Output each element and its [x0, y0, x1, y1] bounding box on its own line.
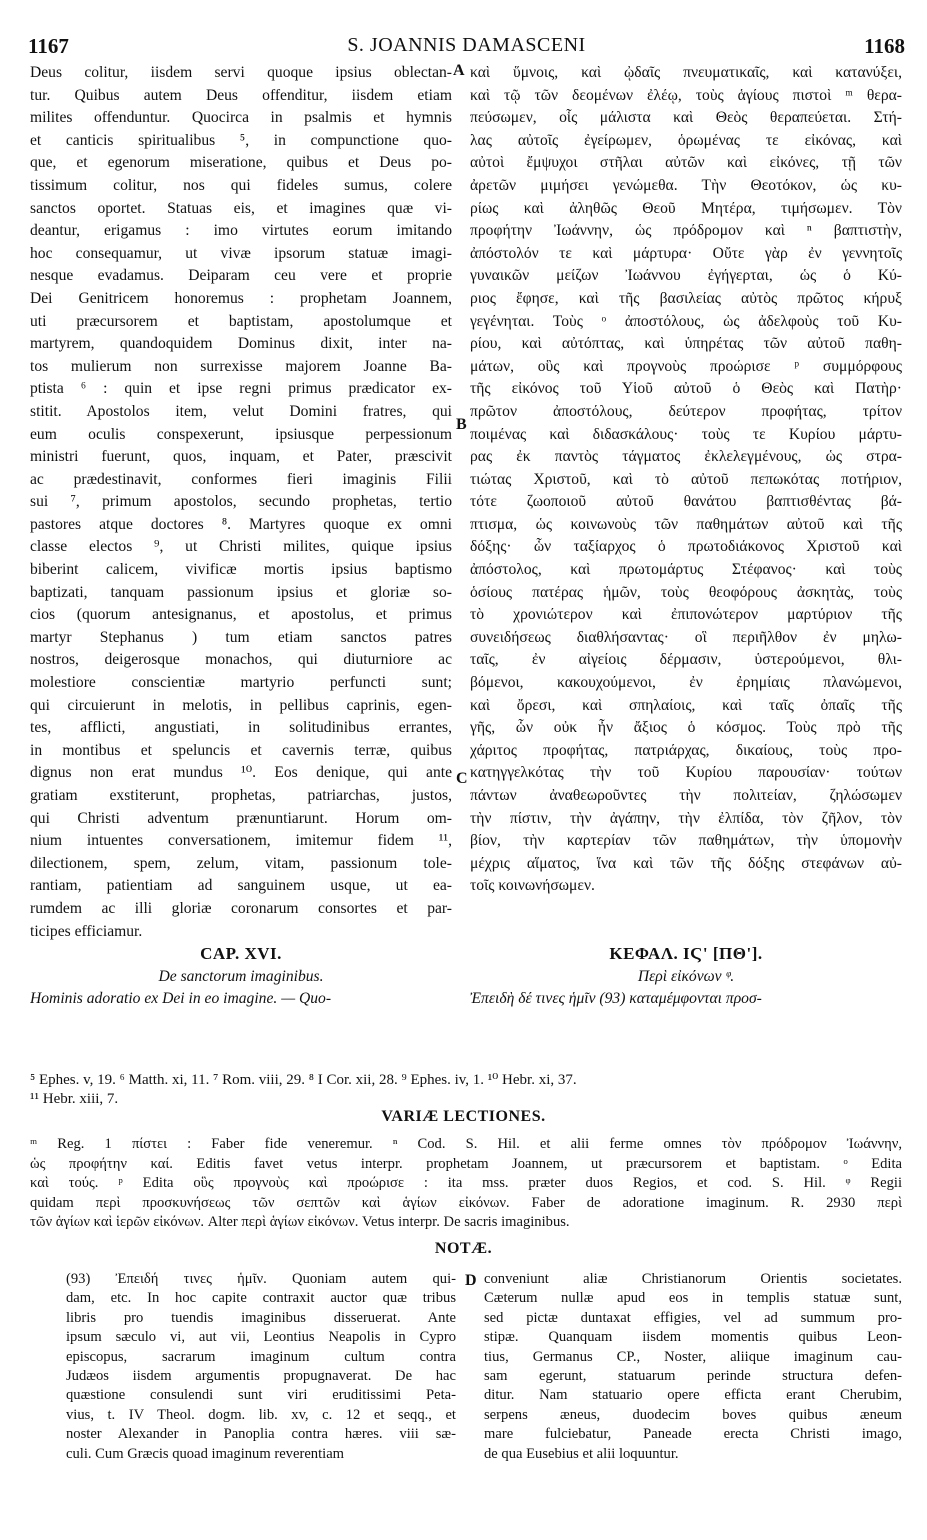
running-title: S. JOANNIS DAMASCENI	[347, 34, 586, 56]
text-line: (93) Ἐπειδή τινες ἡμῖν. Quoniam autem qui-	[66, 1271, 456, 1287]
latin-column	[30, 62, 452, 1011]
text-line: λας αὐτοῖς ἐγείρωμεν, ὁρωμένας τε εἰκόνας, καὶ	[470, 131, 902, 149]
text-line: κατηγγελκότας τὴν τοῦ Κυρίου παρουσίαν· τούτων	[470, 764, 902, 782]
text-line: ὡς προφήτην καί. Editis favet vetus interpr. prophetam Joannem, ut præcursorem et baptistam. ᵒ Edita	[30, 1155, 902, 1172]
greek-column	[470, 62, 902, 1011]
text-line: episcopus, sacrarum imaginum cultum contra	[66, 1348, 456, 1365]
text-line: μέχρις αἵματος, ἵνα καὶ τῶν τῆς δόξης στεφάνων αὐ-	[470, 854, 902, 872]
text-line: in montibus et speluncis et cavernis terræ, quibus	[30, 741, 452, 759]
text-line: ᵐ Reg. 1 πίστει : Faber fide veneremur. ⁿ Cod. S. Hil. et alii ferme omnes τὸν πρόδρομον Ἰωάννην,	[30, 1136, 902, 1152]
text-line: ρίου, καὶ αὐτόπτας, καὶ ὑπηρέτας τῶν αὐτοῦ παθη-	[470, 335, 902, 353]
text-line: βίον, τὴν καρτερίαν τῶν παθημάτων, τὴν ὑπομονὴν	[470, 832, 902, 850]
text-line: Judæos iisdem argumentis propugnaverat. De hac	[66, 1367, 456, 1384]
text-line: ρας ἐκ παντὸς τάγματος ἐκλελεγμένους, ὡς στρα-	[470, 448, 902, 466]
text-line: hoc consequamur, ut vivæ ipsorum statuæ imagi-	[30, 244, 452, 262]
text-line: gratiam exstiterunt, prophetas, patriarchas, justos,	[30, 787, 452, 804]
text-line: stipæ. Quanquam iisdem momentis quibus Leon-	[484, 1329, 902, 1346]
variae-heading: VARIÆ LECTIONES.	[381, 1108, 546, 1125]
text-line: πρῶτον ἀποστόλους, δεύτερον προφήτας, τρίτον	[470, 402, 902, 420]
section-marker-c: C	[456, 770, 468, 787]
text-line: τὴν πίστιν, τὴν ἀγάπην, τὴν ἐλπίδα, τὸν ζῆλον, τὸν	[470, 809, 902, 827]
spacer	[470, 898, 902, 921]
text-line: classe electos ⁹, ut Christi milites, quique ipsius	[30, 538, 452, 556]
text-line: τοῖς κοινωνήσωμεν.	[470, 877, 595, 895]
text-line: τιώτας Χριστοῦ, καὶ τὸ αὐτοῦ πεπωκότας ποτήριον,	[470, 470, 902, 488]
text-line: tur. Quibus autem Deus offenditur, iisdem etiam	[30, 86, 452, 104]
text-line: cios (quorum antesignanus, et apostolus, et primus	[30, 606, 452, 624]
text-line: ἀπόστολος, καὶ πρωτομάρτυς Στέφανος· καὶ τοὺς	[470, 561, 902, 579]
text-line: milites offenduntur. Quocirca in psalmis et hymnis	[30, 109, 452, 127]
notae-left-column	[66, 1270, 456, 1464]
footnote-line: ⁵ Ephes. v, 19. ⁶ Matth. xi, 11. ⁷ Rom. viii, 29. ⁸ I Cor. xii, 28. ⁹ Ephes. iv, 1. ¹⁰ Hebr. xi, 37.	[30, 1072, 577, 1088]
text-line: ptista ⁶ : quin et ipse regni primus prædicator ex-	[30, 380, 452, 398]
text-line: dam, etc. In hoc capite contraxit auctor quæ tribus	[66, 1290, 456, 1307]
text-line: Cæterum nullæ apud eos in templis statuæ sunt,	[484, 1290, 902, 1307]
text-line: χάριτος προφήτας, πατριάρχας, δικαίους, τοὺς προ-	[470, 741, 902, 759]
text-line: martyrem, quandoquidem Dominus dixit, inter na-	[30, 335, 452, 353]
text-line: καὶ ὄρεσι, καὶ σπηλαίοις, καὶ ταῖς ὀπαῖς τῆς	[470, 696, 902, 714]
text-line: καὶ τούς. ᵖ Edita οὓς προγνοὺς καὶ προώρισε : ita mss. præter duos Regios, et cod. S. Hil. ᵠ Regii	[30, 1175, 902, 1192]
text-line: προφήτην Ἰωάννην, ὡς πρόδρομον καὶ ⁿ βαπτιστὴν,	[470, 222, 902, 240]
text-line: nesque evadamus. Deiparam ceu vere et proprie	[30, 267, 452, 285]
text-line: dilectionem, spem, zelum, vitam, passionum tole-	[30, 854, 452, 872]
text-line: eum oculis conspexerunt, ipsiusque perpessionum	[30, 425, 452, 443]
text-line: Dei Genitricem honoremus : prophetam Joannem,	[30, 289, 452, 307]
text-line: rumdem ac illi gloriæ coronarum consortes et par-	[30, 899, 452, 917]
text-line: uti præcursorem et baptistam, apostolumque et	[30, 312, 452, 330]
text-line: αὐτοὶ ἔμψυχοι στῆλαι αὐτῶν καὶ εἰκόνες, τῇ τῶν	[470, 154, 902, 172]
notae-heading: NOTÆ.	[434, 1240, 493, 1257]
text-line: sed pictæ duntaxat effigies, vel ad summum pro-	[484, 1309, 902, 1326]
text-line: mare fulciebatur, Paneade erecta Christi imago,	[484, 1426, 902, 1443]
text-line: culi. Cum Græcis quoad imaginum reverentiam	[66, 1445, 345, 1462]
text-line: sui ⁷, primum apostolos, secundo prophetas, tertio	[30, 493, 452, 511]
left-page-number: 1167	[28, 34, 69, 58]
text-line: τότε ζωοποιοῦ αὐτοῦ θανάτου βαπτισθέντας βά-	[470, 493, 902, 511]
text-line: πτισμα, ὡς κοινωνοὺς τῶν παθημάτων αὐτοῦ καὶ τῆς	[470, 515, 902, 533]
text-line: καὶ ὕμνοις, καὶ ᾠδαῖς πνευματικαῖς, καὶ κατανύξει,	[470, 64, 902, 81]
footnotes	[30, 1071, 902, 1109]
text-line: γεγένηται. Τοὺς ᵒ ἀποστόλους, ὡς ἀδελφοὺς τοῦ Κυ-	[470, 312, 902, 330]
text-line: dignus non erat mundus ¹⁰. Eos denique, qui ante	[30, 764, 452, 782]
text-line: ditur. Nam statuario opere efficta erant Cherubim,	[484, 1387, 902, 1404]
text-line: quidam περὶ προσκυνήσεως τῶν σεπτῶν καὶ ἁγίων εἰκόνων. Faber de adoratione imaginum. R. 2930 περὶ	[30, 1194, 902, 1211]
text-line: nostros, deigerosque monachos, qui diuturniore ac	[30, 651, 452, 669]
text-line: baptizati, tanquam passionum ipsius et gloriæ so-	[30, 583, 452, 601]
text-line: βόμενοι, κακουχούμενοι, ἐν ἐρημίαις πλανώμενοι,	[470, 674, 902, 692]
text-line: tius, Germanus CP., Noster, aliique imaginum cau-	[484, 1348, 902, 1365]
chapter-subtitle: De sanctorum imaginibus.	[158, 967, 324, 985]
chapter-title: ΚΕΦΑΛ. ΙϚ' [ΠΘ'].	[609, 944, 763, 964]
text-line: de qua Eusebius et alii loquuntur.	[484, 1445, 679, 1462]
text-line: stitit. Apostolos item, velut Domini fratres, qui	[30, 402, 452, 420]
chapter-title: CAP. XVI.	[200, 944, 282, 964]
text-line: que, et egenorum miseratione, quibus et Deus po-	[30, 154, 452, 172]
text-line: qui Christi adventum prænuntiarunt. Horum om-	[30, 809, 452, 827]
text-line: τὸ χρονιώτερον καὶ ἐπιπονώτερον μαρτύριον τῆς	[470, 606, 902, 624]
text-line: πάντων ἀναθεωροῦντες τὴν πολιτείαν, ζηλώσωμεν	[470, 787, 902, 804]
notae-right-column	[484, 1270, 902, 1464]
text-line: γῆς, ὧν οὐκ ἦν ἄξιος ὁ κόσμος. Τοὺς πρὸ τῆς	[470, 719, 902, 737]
text-line: πεύσωμεν, οἷς μάλιστα καὶ Θεὸς θεραπεύεται. Στή-	[470, 109, 902, 127]
text-line: pastores atque doctores ⁸. Martyres quoque ex omni	[30, 515, 452, 533]
text-line: Deus colitur, iisdem servi quoque ipsius oblectan-	[30, 64, 452, 81]
variae-lectiones	[30, 1135, 902, 1233]
text-line: ποιμένας καὶ διδασκάλους· τοὺς τε Κυρίου μάρτυ-	[470, 425, 902, 443]
text-line: tes, afflicti, angustiati, in solitudinibus errantes,	[30, 719, 452, 737]
text-line: martyr Stephanus ) tum etiam sanctos patres	[30, 628, 452, 646]
text-line: ticipes efficiamur.	[30, 922, 143, 940]
text-line: ipsum sæculo vi, aut vii, Leontius Neapolis in Cypro	[66, 1329, 456, 1346]
text-line: qui circuierunt in melotis, in pellibus caprinis, egen-	[30, 696, 452, 714]
text-line: libris pro tuendis imaginibus disseruerat. Ante	[66, 1309, 456, 1326]
text-line: conveniunt aliæ Christianorum Orientis societates.	[484, 1271, 902, 1287]
text-line: μάτων, οὓς καὶ προγνοὺς προώρισε ᵖ συμμόρφους	[470, 357, 902, 375]
text-line: rantiam, patientiam ad sanguinem usque, ut ea-	[30, 877, 452, 895]
text-line: ριος ἔφησε, καὶ τῆς βασιλείας αὐτὸς πρῶτος κήρυξ	[470, 289, 902, 307]
text-line: τῆς εἰκόνος τοῦ Υἱοῦ αὐτοῦ ὁ Θεὸς καὶ Πατὴρ·	[470, 380, 902, 398]
right-page-number: 1168	[864, 34, 905, 58]
text-line: sam egerunt, statuarum perinde structura defen-	[484, 1367, 902, 1384]
section-marker-a: A	[453, 62, 465, 79]
text-line: καὶ τῷ τῶν δεομένων ἐλέῳ, τοὺς ἁγίους πιστοὶ ᵐ θερα-	[470, 86, 902, 104]
text-line: nium intuentes conversationem, imitemur fidem ¹¹,	[30, 832, 452, 850]
text-line: ministri fuerunt, quos, inquam, et Pater, præscivit	[30, 448, 452, 466]
text-line: serpens æneus, duodecim boves quibus æneum	[484, 1406, 902, 1423]
footnote-line: ¹¹ Hebr. xiii, 7.	[30, 1091, 119, 1107]
text-line: et canticis spiritualibus ⁵, in compunctione quo-	[30, 131, 452, 149]
text-line: ac prædestinavit, conformes fieri imaginis Filii	[30, 470, 452, 488]
text-line: συνειδήσεως διαθλήσαντας· οἳ περιῆλθον ἐν μηλω-	[470, 628, 902, 646]
text-line: τῶν ἁγίων καὶ ἱερῶν εἰκόνων. Alter περὶ ἁγίων εἰκόνων. Vetus interpr. De sacris imaginibus.	[30, 1214, 570, 1231]
text-line: deantur, erigamus : imo virtutes eorum imitando	[30, 222, 452, 240]
text-line: ἀρετῶν μιμήσει γενώμεθα. Τὴν Θεοτόκον, ὡς κυ-	[470, 176, 902, 194]
text-line: biberint calicem, vivificæ mortis ipsius baptismo	[30, 561, 452, 579]
text-line: noster Alexander in Panoplia contra hæres. viii sæ-	[66, 1426, 456, 1443]
chapter-subtitle: Περὶ εἰκόνων ᵠ.	[637, 967, 735, 985]
text-line: tos mulierum non surrexisse majorem Joanne Ba-	[30, 357, 452, 375]
text-line: δόξης· ὧν ταξίαρχος ὁ πρωτοδιάκονος Χριστοῦ καὶ	[470, 538, 902, 556]
text-line: ἀπόστολόν τε καὶ μάρτυρα· Οὔτε γὰρ ἐν γεννητοῖς	[470, 244, 902, 262]
text-line: γυναικῶν μείζων Ἰωάννου ἐγήγερται, ὡς ὁ Κύ-	[470, 267, 902, 285]
text-line: ταῖς, ἐν αἰγείοις δέρμασιν, ὑστερούμενοι, θλι-	[470, 651, 902, 669]
running-header	[28, 34, 905, 60]
spacer	[470, 921, 902, 944]
section-marker-b: B	[456, 416, 467, 433]
text-line: sanctos oportet. Statuas eis, et imagines quæ vi-	[30, 199, 452, 217]
text-line: quæstione consulendi sunt viri eruditissimi Peta-	[66, 1387, 456, 1404]
section-marker-d: D	[465, 1272, 477, 1289]
chapter-lead: Hominis adoratio ex Dei in eo imagine. — Quo-	[30, 990, 332, 1008]
text-line: ὁσίους πατέρας ἡμῶν, τοὺς θεοφόρους ἀσκητὰς, τοὺς	[470, 583, 902, 601]
chapter-lead: Ἐπειδὴ δέ τινες ἡμῖν (93) καταμέμφονται προσ-	[470, 990, 762, 1008]
text-line: tissimum colitur, nos qui fideles sumus, colere	[30, 176, 452, 194]
text-line: ρίως καὶ ἀληθῶς Θεοῦ Μητέρα, τιμήσωμεν. Τὸν	[470, 199, 902, 217]
text-line: molestiore conscientiæ martyrio perfuncti sunt;	[30, 674, 452, 692]
text-line: vius, t. IV Theol. dogm. lib. xv, c. 12 et seqq., et	[66, 1406, 456, 1423]
